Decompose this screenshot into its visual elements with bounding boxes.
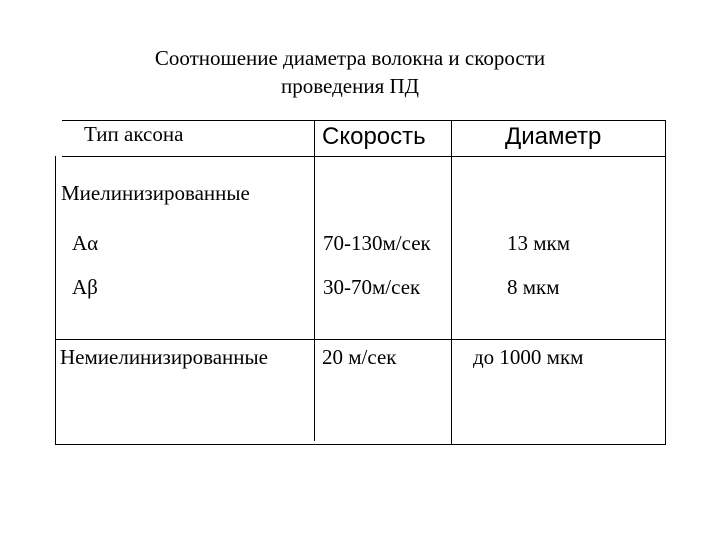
row-unmyelinated-type: Немиелинизированные	[60, 345, 268, 369]
row-a-alpha-diameter: 13 мкм	[507, 231, 571, 255]
row-a-beta-speed: 30-70м/сек	[323, 275, 421, 299]
table-bottom-line	[55, 444, 665, 445]
table-left-line	[55, 156, 56, 445]
row-a-beta-type: Aβ	[72, 275, 98, 299]
row-a-alpha-type: Aα	[72, 231, 99, 255]
table-right-line	[665, 120, 666, 445]
header-speed: Скорость	[322, 123, 426, 150]
row-a-beta-diameter: 8 мкм	[507, 275, 560, 299]
row-unmyelinated-speed: 20 м/сек	[322, 345, 397, 369]
title-line-1: Соотношение диаметра волокна и скорости	[154, 46, 546, 70]
group-myelinated-label: Миелинизированные	[61, 181, 250, 205]
header-axon-type: Тип аксона	[84, 122, 184, 146]
title-line-2: проведения ПД	[281, 74, 419, 98]
row-a-alpha-speed: 70-130м/сек	[323, 231, 431, 255]
row-unmyelinated-diameter: до 1000 мкм	[473, 345, 584, 369]
header-bottom-line	[62, 156, 665, 157]
header-diameter: Диаметр	[505, 123, 602, 150]
column-divider-1	[314, 120, 315, 441]
column-divider-2	[451, 120, 452, 445]
unmyelinated-row-line	[55, 339, 665, 340]
